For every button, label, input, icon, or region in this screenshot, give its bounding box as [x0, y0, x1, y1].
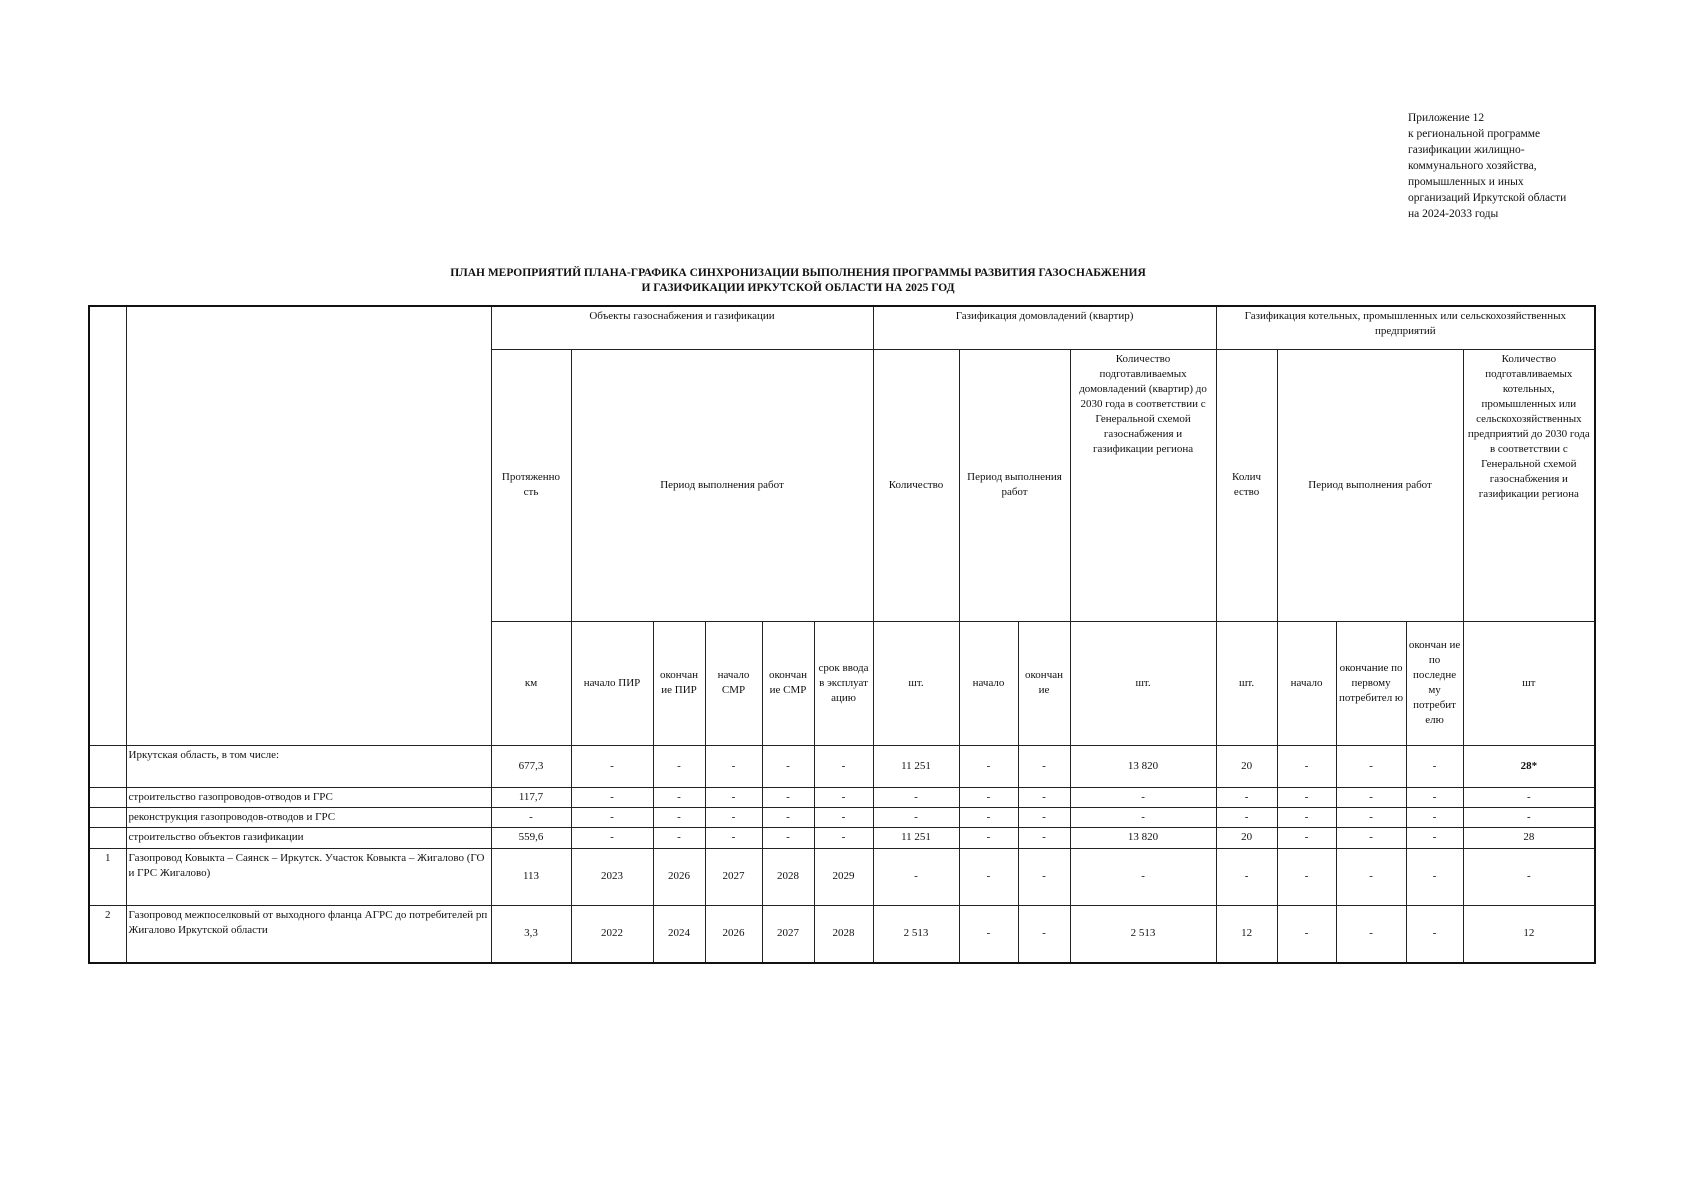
cell-value: 2028	[762, 848, 814, 905]
cell-value: -	[1463, 787, 1595, 807]
cell-value: -	[1336, 905, 1406, 963]
unit-cell: окончание по первому потребител ю	[1336, 621, 1406, 745]
title-line-2: И ГАЗИФИКАЦИИ ИРКУТСКОЙ ОБЛАСТИ НА 2025 ГОД	[641, 282, 955, 294]
cell-value: -	[1277, 848, 1336, 905]
col-header-hh-quantity: Количество	[873, 349, 959, 621]
cell-value: -	[814, 787, 873, 807]
cell-value: 13 820	[1070, 745, 1216, 787]
cell-value: -	[1406, 848, 1463, 905]
appendix-line: к региональной программе	[1408, 128, 1541, 140]
cell-value: -	[1018, 905, 1070, 963]
table-row	[89, 807, 1595, 827]
cell-value: 11 251	[873, 745, 959, 787]
cell-value: -	[814, 745, 873, 787]
row-name: Иркутская область, в том числе:	[126, 745, 491, 787]
table-row	[89, 745, 1595, 787]
cell-value: -	[1336, 848, 1406, 905]
cell-value: 13 820	[1070, 827, 1216, 848]
cell-value: -	[762, 787, 814, 807]
appendix-line: газификации жилищно-	[1408, 144, 1525, 156]
cell-value: -	[571, 745, 653, 787]
row-name: строительство газопроводов-отводов и ГРС	[126, 787, 491, 807]
cell-value: -	[1463, 807, 1595, 827]
cell-value: -	[1277, 745, 1336, 787]
appendix-line: на 2024-2033 годы	[1408, 208, 1499, 220]
row-number	[89, 807, 126, 827]
group-header-objects: Объекты газоснабжения и газификации	[491, 306, 873, 349]
cell-value: 2027	[705, 848, 762, 905]
cell-value: -	[491, 807, 571, 827]
col-header-length: Протяженно сть	[491, 349, 571, 621]
row-name: Газопровод межпоселковый от выходного фланца АГРС до потребителей рп Жигалово Иркутской области	[126, 905, 491, 963]
header-blank-num	[89, 306, 126, 745]
cell-value: -	[705, 787, 762, 807]
col-header-hh-period: Период выполнения работ	[959, 349, 1070, 621]
cell-value: -	[705, 807, 762, 827]
appendix-line: организаций Иркутской области	[1408, 192, 1567, 204]
cell-value: -	[653, 827, 705, 848]
unit-cell: начало	[959, 621, 1018, 745]
unit-cell: окончан ие СМР	[762, 621, 814, 745]
cell-value: -	[1336, 745, 1406, 787]
row-number: 2	[89, 905, 126, 963]
row-number: 1	[89, 848, 126, 905]
unit-cell: шт.	[1216, 621, 1277, 745]
cell-value: 12	[1463, 905, 1595, 963]
unit-cell: начало	[1277, 621, 1336, 745]
cell-value: 2027	[762, 905, 814, 963]
cell-value: -	[814, 827, 873, 848]
cell-value: 677,3	[491, 745, 571, 787]
cell-value: 2022	[571, 905, 653, 963]
cell-value: -	[1336, 827, 1406, 848]
unit-cell: шт	[1463, 621, 1595, 745]
cell-value: -	[1277, 905, 1336, 963]
cell-value: -	[1018, 787, 1070, 807]
cell-value: -	[571, 827, 653, 848]
table-row	[89, 848, 1595, 905]
cell-value: -	[571, 787, 653, 807]
cell-value: -	[1018, 807, 1070, 827]
unit-cell: окончан ие	[1018, 621, 1070, 745]
unit-cell: начало СМР	[705, 621, 762, 745]
cell-value: 2029	[814, 848, 873, 905]
table-row	[89, 827, 1595, 848]
cell-value: -	[959, 848, 1018, 905]
group-header-households: Газификация домовладений (квартир)	[873, 306, 1216, 349]
cell-value: -	[653, 745, 705, 787]
cell-value: -	[1277, 807, 1336, 827]
cell-value: 20	[1216, 827, 1277, 848]
cell-value: 117,7	[491, 787, 571, 807]
cell-value: 11 251	[873, 827, 959, 848]
cell-value: 28	[1463, 827, 1595, 848]
unit-cell: срок ввода в эксплуат ацию	[814, 621, 873, 745]
cell-value: 2 513	[1070, 905, 1216, 963]
table-row	[89, 905, 1595, 963]
plan-table	[88, 305, 1596, 964]
cell-value: 20	[1216, 745, 1277, 787]
cell-value: -	[1277, 787, 1336, 807]
unit-cell: км	[491, 621, 571, 745]
cell-value: -	[1070, 787, 1216, 807]
cell-value: -	[1463, 848, 1595, 905]
cell-value: -	[653, 787, 705, 807]
cell-value: 2026	[653, 848, 705, 905]
appendix-line: Приложение 12	[1408, 112, 1485, 124]
cell-value: 28*	[1463, 745, 1595, 787]
unit-cell: начало ПИР	[571, 621, 653, 745]
cell-value: 2028	[814, 905, 873, 963]
cell-value: -	[959, 787, 1018, 807]
cell-value: -	[1406, 787, 1463, 807]
cell-value: -	[571, 807, 653, 827]
cell-value: -	[959, 807, 1018, 827]
col-header-hh-prepared: Количество подготавливаемых домовладений (квартир) до 2030 года в соответствии с Генеральной схемой газоснабжения и газификации региона	[1070, 349, 1216, 621]
row-name: Газопровод Ковыкта – Саянск – Иркутск. Участок Ковыкта – Жигалово (ГО и ГРС Жигалово)	[126, 848, 491, 905]
group-header-boilers: Газификация котельных, промышленных или сельскохозяйственных предприятий	[1216, 306, 1595, 349]
cell-value: -	[873, 807, 959, 827]
cell-value: -	[1406, 905, 1463, 963]
cell-value: 3,3	[491, 905, 571, 963]
cell-value: -	[1018, 827, 1070, 848]
row-number	[89, 827, 126, 848]
cell-value: -	[1336, 787, 1406, 807]
row-name: реконструкция газопроводов-отводов и ГРС	[126, 807, 491, 827]
cell-value: -	[762, 807, 814, 827]
cell-value: 2024	[653, 905, 705, 963]
appendix-line: промышленных и иных	[1408, 176, 1524, 188]
row-name: строительство объектов газификации	[126, 827, 491, 848]
cell-value: -	[705, 745, 762, 787]
cell-value: 12	[1216, 905, 1277, 963]
appendix-note	[1408, 110, 1688, 222]
col-header-b-period: Период выполнения работ	[1277, 349, 1463, 621]
cell-value: -	[1070, 807, 1216, 827]
appendix-line: коммунального хозяйства,	[1408, 160, 1537, 172]
cell-value: -	[1406, 745, 1463, 787]
cell-value: -	[814, 807, 873, 827]
cell-value: -	[1277, 827, 1336, 848]
cell-value: 2023	[571, 848, 653, 905]
unit-cell: шт.	[1070, 621, 1216, 745]
cell-value: -	[1070, 848, 1216, 905]
unit-cell: окончан ие по последне му потребит елю	[1406, 621, 1463, 745]
cell-value: -	[959, 827, 1018, 848]
col-header-b-prepared: Количество подготавливаемых котельных, промышленных или сельскохозяйственных предприятий до 2030 года в соответствии с Генеральной схемой газоснабжения и газификации региона	[1463, 349, 1595, 621]
cell-value: 2026	[705, 905, 762, 963]
cell-value: 2 513	[873, 905, 959, 963]
cell-value: -	[1336, 807, 1406, 827]
cell-value: -	[1216, 848, 1277, 905]
row-number	[89, 787, 126, 807]
table-row	[89, 787, 1595, 807]
cell-value: -	[873, 848, 959, 905]
cell-value: -	[1018, 745, 1070, 787]
unit-cell: шт.	[873, 621, 959, 745]
cell-value: -	[1216, 787, 1277, 807]
cell-value: -	[959, 745, 1018, 787]
cell-value: -	[1406, 807, 1463, 827]
cell-value: -	[1018, 848, 1070, 905]
cell-value: -	[762, 745, 814, 787]
cell-value: -	[705, 827, 762, 848]
cell-value: -	[653, 807, 705, 827]
cell-value: 559,6	[491, 827, 571, 848]
cell-value: -	[873, 787, 959, 807]
unit-cell: окончан ие ПИР	[653, 621, 705, 745]
cell-value: -	[1216, 807, 1277, 827]
col-header-b-quantity: Колич ество	[1216, 349, 1277, 621]
cell-value: 113	[491, 848, 571, 905]
cell-value: -	[959, 905, 1018, 963]
cell-value: -	[762, 827, 814, 848]
document-title	[88, 266, 1508, 296]
cell-value: -	[1406, 827, 1463, 848]
title-line-1: ПЛАН МЕРОПРИЯТИЙ ПЛАНА-ГРАФИКА СИНХРОНИЗАЦИИ ВЫПОЛНЕНИЯ ПРОГРАММЫ РАЗВИТИЯ ГАЗОСНАБЖЕНИЯ	[450, 267, 1146, 279]
header-blank-name	[126, 306, 491, 745]
row-number	[89, 745, 126, 787]
col-header-period: Период выполнения работ	[571, 349, 873, 621]
